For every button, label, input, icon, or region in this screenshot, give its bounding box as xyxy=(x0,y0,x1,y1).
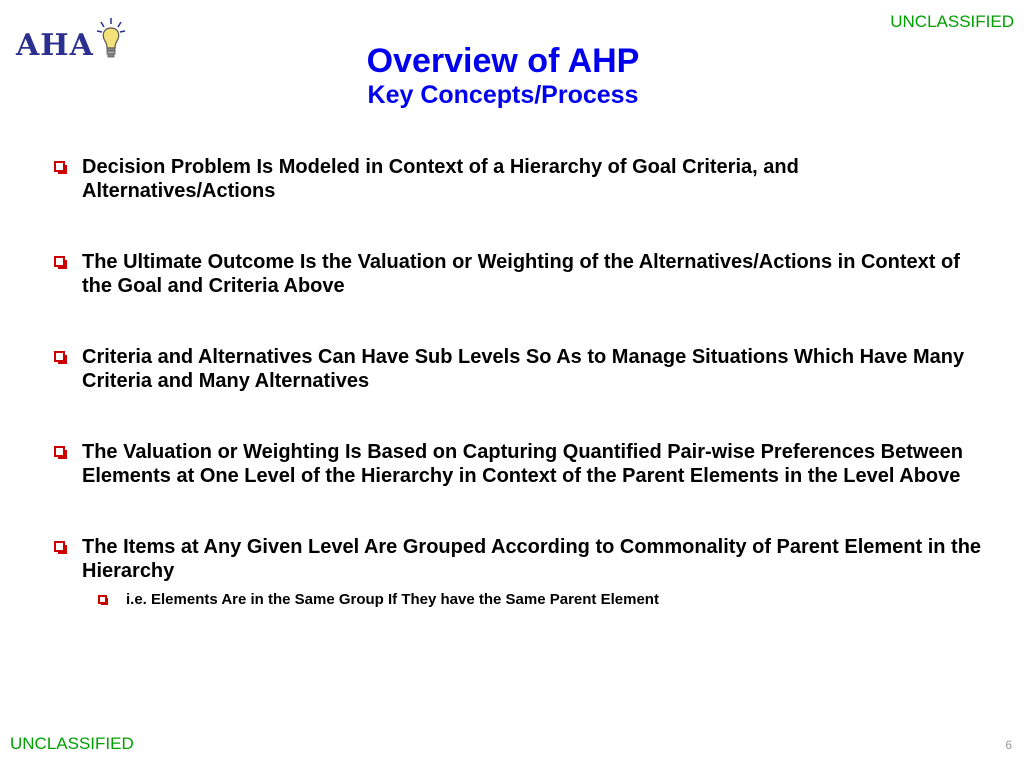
bullet-item xyxy=(52,155,982,203)
bullet-item xyxy=(52,250,982,298)
bullet-item xyxy=(52,345,982,393)
sub-bullet-text: i.e. Elements Are in the Same Group If They have the Same Parent Element xyxy=(126,591,659,608)
classification-banner-top: UNCLASSIFIED xyxy=(890,12,1014,31)
bullet-text: The Ultimate Outcome Is the Valuation or Weighting of the Alternatives/Actions in Context of the Goal and Criteria Above xyxy=(82,251,960,297)
slide-subtitle: Key Concepts/Process xyxy=(367,81,639,109)
checkbox-bullet-icon xyxy=(54,541,65,552)
slide-title: Overview of AHP xyxy=(366,42,640,80)
checkbox-bullet-icon xyxy=(54,351,65,362)
bullet-text: Decision Problem Is Modeled in Context of a Hierarchy of Goal Criteria, and Alternatives/Actions xyxy=(82,156,799,202)
checkbox-bullet-icon xyxy=(54,161,65,172)
bullet-item xyxy=(52,535,982,583)
bullet-text: Criteria and Alternatives Can Have Sub Levels So As to Manage Situations Which Have Many Criteria and Many Alternatives xyxy=(82,346,965,392)
logo-text: AHA xyxy=(16,28,94,63)
bullet-item xyxy=(52,440,982,488)
bullet-list xyxy=(52,155,982,609)
classification-banner-bottom: UNCLASSIFIED xyxy=(10,734,134,753)
bullet-text: The Items at Any Given Level Are Grouped According to Commonality of Parent Element in the Hierarchy xyxy=(82,536,982,582)
title-block xyxy=(0,42,1024,110)
page-number: 6 xyxy=(1005,738,1012,752)
checkbox-bullet-icon xyxy=(54,446,65,457)
sub-bullet-item xyxy=(96,591,982,609)
checkbox-bullet-icon xyxy=(54,256,65,267)
bullet-text: The Valuation or Weighting Is Based on Capturing Quantified Pair-wise Preferences Between Elements at One Level of the Hierarchy in Context of the Parent Elements in the Level Above xyxy=(82,441,963,487)
checkbox-bullet-icon xyxy=(98,595,107,604)
